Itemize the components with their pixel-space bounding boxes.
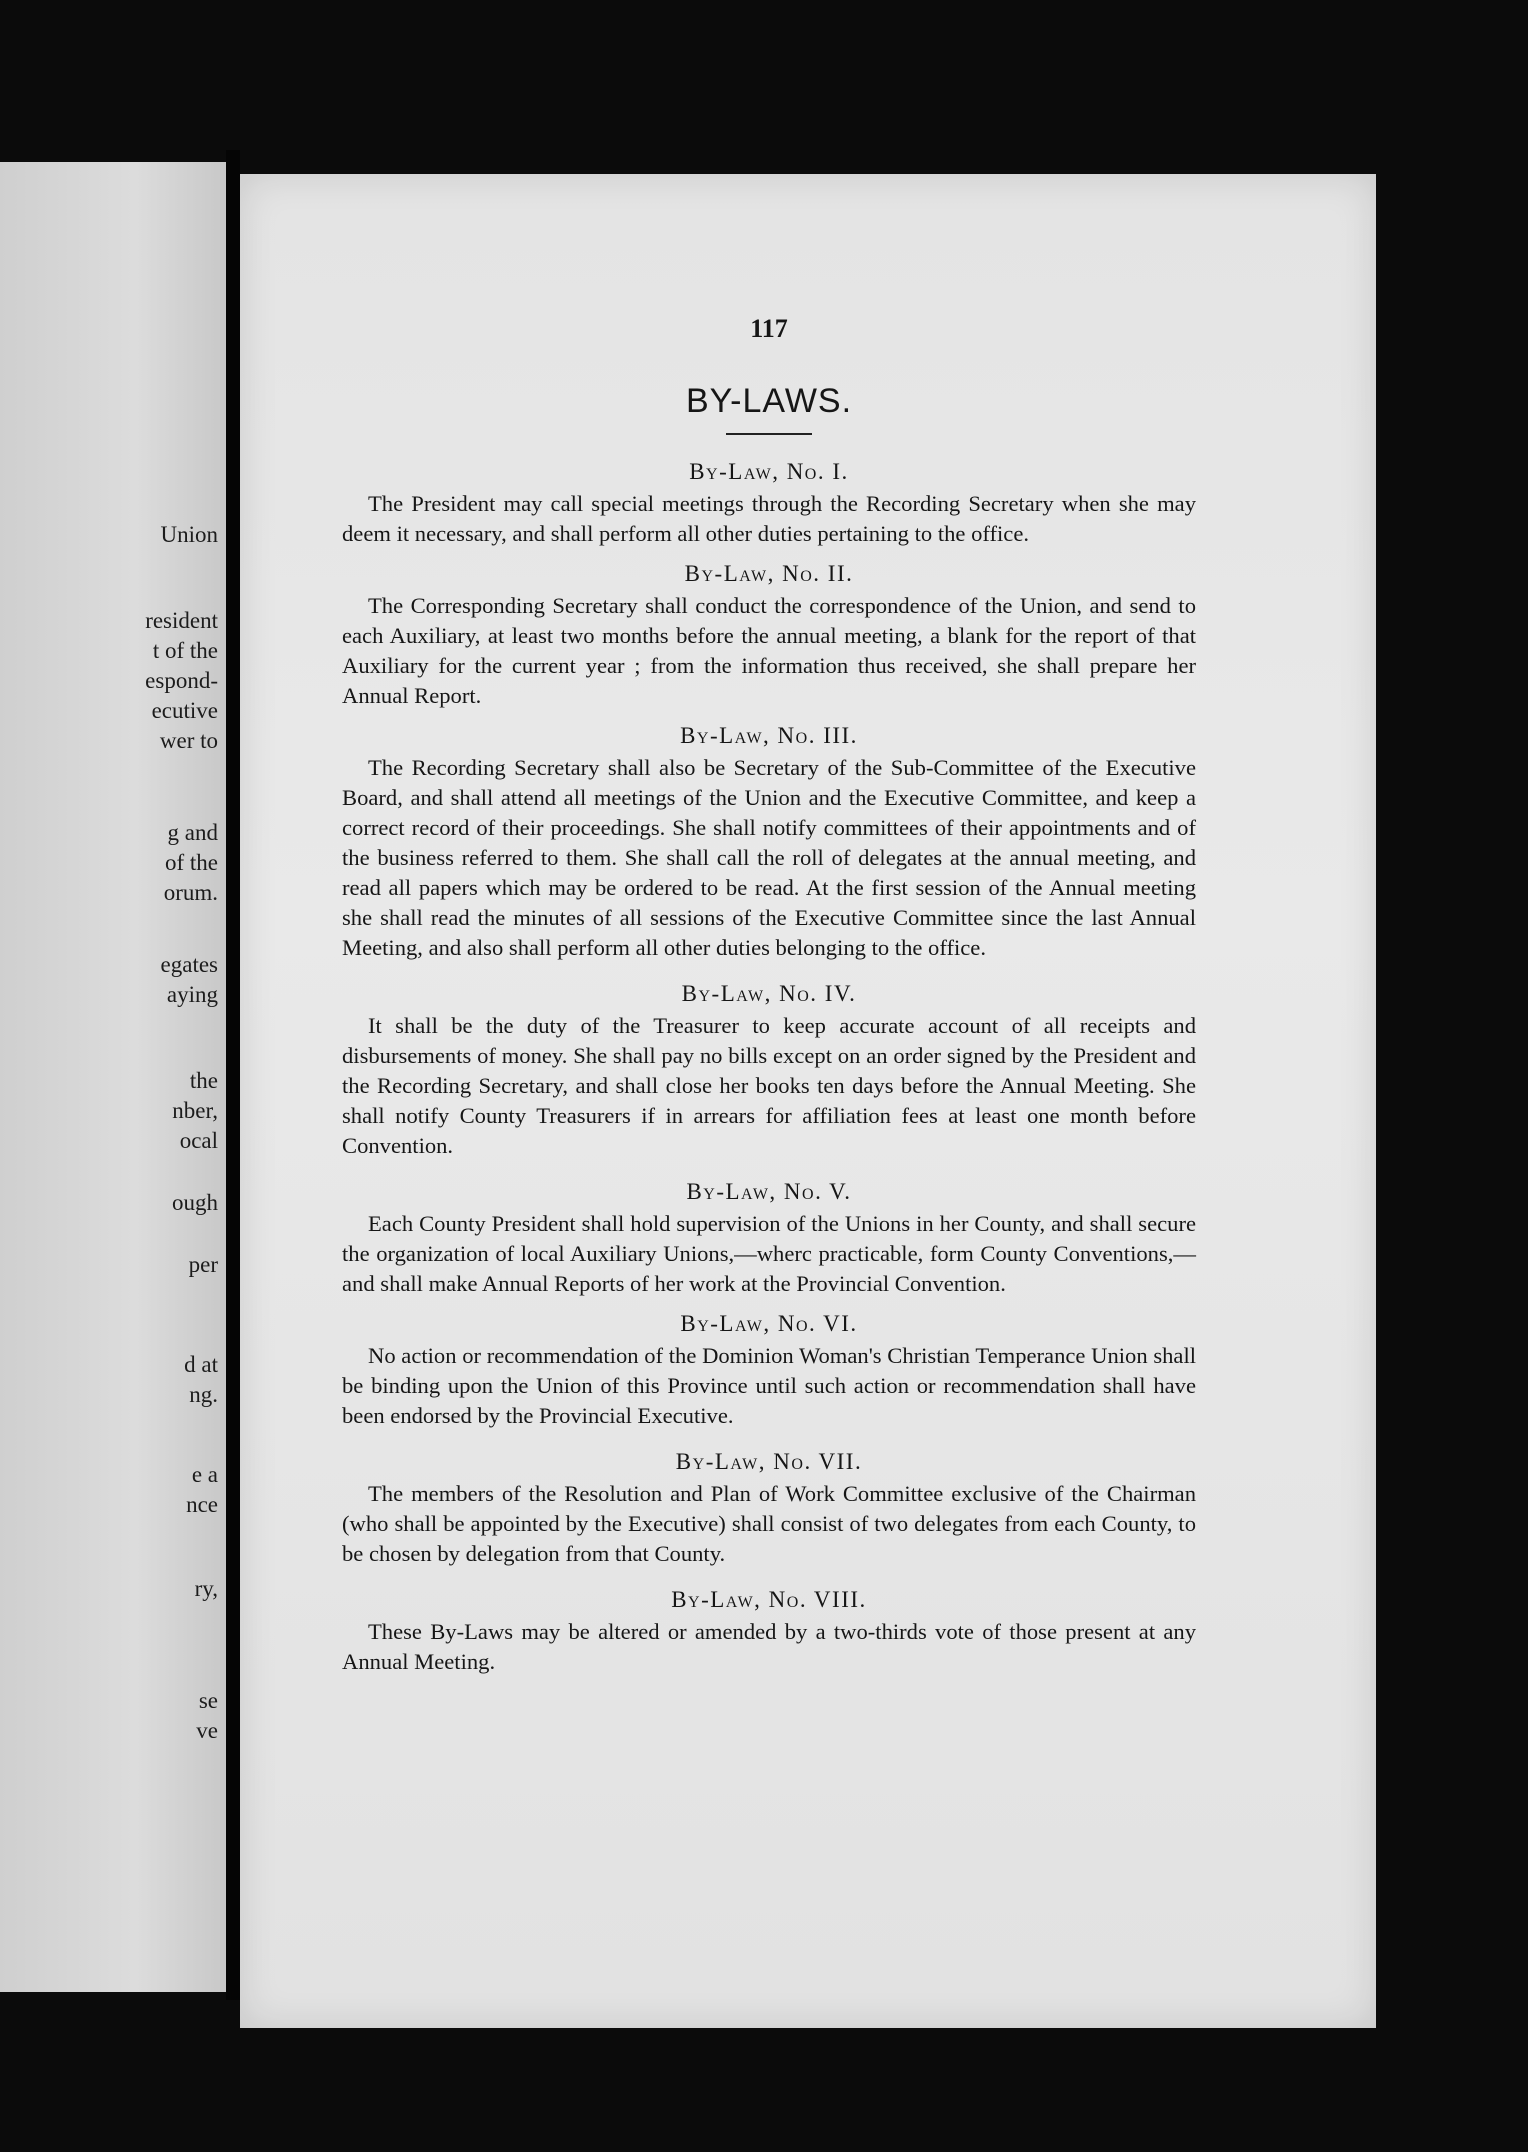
previous-page-fragment: ough: [172, 1190, 218, 1215]
previous-page-fragment: espond-: [145, 668, 218, 693]
bylaw-text: These By-Laws may be altered or amended by a two-thirds vote of those present at any Annual Meeting.: [342, 1619, 1196, 1674]
previous-page-fragment: nber,: [172, 1098, 218, 1123]
previous-page-fragment: per: [188, 1252, 218, 1277]
previous-page-fragment: Union: [160, 522, 218, 547]
previous-page-fragment: e a: [191, 1462, 218, 1487]
bylaw-8: [342, 1585, 1196, 1677]
previous-page-fragment: ocal: [179, 1128, 218, 1153]
bylaw-heading: By-Law, No. I.: [689, 459, 849, 484]
bylaw-heading: By-Law, No. III.: [680, 723, 858, 748]
bylaw-text: The Recording Secretary shall also be Secretary of the Sub-Committee of the Executive Board, and shall attend all meetings of the Union and the Executive Committee, and keep a correct record of their proceedings. She shall notify committees of their appointments and of the business referred to them. She shall call the roll of delegates at the annual meeting, and read all papers which may be ordered to be read. At the first session of the Annual meeting she shall read the minutes of all sessions of the Executive Committee since the last Annual Meeting, and also shall perform all other duties belonging to the office.: [342, 755, 1196, 960]
page-number: 117: [750, 314, 788, 343]
bylaw-1: [342, 457, 1196, 549]
page-content: [342, 314, 1196, 1687]
previous-page-fragment: ecutive: [151, 698, 218, 723]
bylaw-heading: By-Law, No. V.: [686, 1179, 852, 1204]
bylaw-heading: By-Law, No. VI.: [680, 1311, 858, 1336]
previous-page-fragment: resident: [145, 608, 218, 633]
previous-page-fragment: t of the: [152, 638, 218, 663]
title-rule: [726, 433, 812, 435]
previous-page-fragment: nce: [186, 1492, 218, 1517]
bylaw-5: [342, 1177, 1196, 1299]
previous-page-fragment: ve: [196, 1718, 218, 1743]
previous-page-fragment: egates: [160, 952, 218, 977]
bylaw-heading: By-Law, No. VII.: [675, 1449, 863, 1474]
previous-page-fragment: the: [189, 1068, 218, 1093]
bylaw-text: The Corresponding Secretary shall conduct the correspondence of the Union, and send to each Auxiliary, at least two months before the annual meeting, a blank for the report of that Auxiliary for the current year ; from the information thus received, she shall prepare her Annual Report.: [342, 593, 1196, 708]
bylaw-heading: By-Law, No. VIII.: [671, 1587, 867, 1612]
bylaw-heading: By-Law, No. IV.: [681, 981, 857, 1006]
previous-page-fragment: ng.: [189, 1382, 218, 1407]
book-gutter: [226, 150, 240, 2000]
previous-page-fragment: d at: [184, 1352, 218, 1377]
bylaw-heading: By-Law, No. II.: [684, 561, 854, 586]
bylaw-2: [342, 559, 1196, 711]
previous-page-fragment: ry,: [194, 1576, 218, 1601]
bylaw-text: The members of the Resolution and Plan of Work Committee exclusive of the Chairman (who shall be appointed by the Executive) shall consist of two delegates from each County, to be chosen by delegation from that County.: [342, 1481, 1196, 1566]
bylaw-4: [342, 979, 1196, 1161]
bylaw-text: No action or recommendation of the Dominion Woman's Christian Temperance Union shall be binding upon the Union of this Province until such action or recommendation shall have been endorsed by the Provincial Executive.: [342, 1343, 1196, 1428]
bylaw-3: [342, 721, 1196, 963]
previous-page-fragment: orum.: [163, 880, 218, 905]
previous-page: [0, 162, 226, 1992]
previous-page-fragment: aying: [166, 982, 218, 1007]
bylaw-text: It shall be the duty of the Treasurer to keep accurate account of all receipts and disbursements of money. She shall pay no bills except on an order signed by the President and the Recording Secretary, and shall close her books ten days before the Annual Meeting. She shall notify County Treasurers if in arrears for affiliation fees at least one month before Convention.: [342, 1013, 1196, 1158]
previous-page-fragment: of the: [164, 850, 218, 875]
bylaw-text: The President may call special meetings through the Recording Secretary when she may deem it necessary, and shall perform all other duties pertaining to the office.: [342, 491, 1196, 546]
bylaw-7: [342, 1447, 1196, 1569]
page-title: BY-LAWS.: [685, 382, 853, 420]
previous-page-fragment: g and: [167, 820, 218, 845]
bylaw-text: Each County President shall hold supervision of the Unions in her County, and shall secure the organization of local Auxiliary Unions,—wherc practicable, form County Conventions,—and shall make Annual Reports of her work at the Provincial Convention.: [342, 1211, 1196, 1296]
page-117: [240, 174, 1376, 2028]
bylaw-6: [342, 1309, 1196, 1431]
previous-page-fragment: wer to: [159, 728, 218, 753]
previous-page-fragment: se: [198, 1688, 218, 1713]
